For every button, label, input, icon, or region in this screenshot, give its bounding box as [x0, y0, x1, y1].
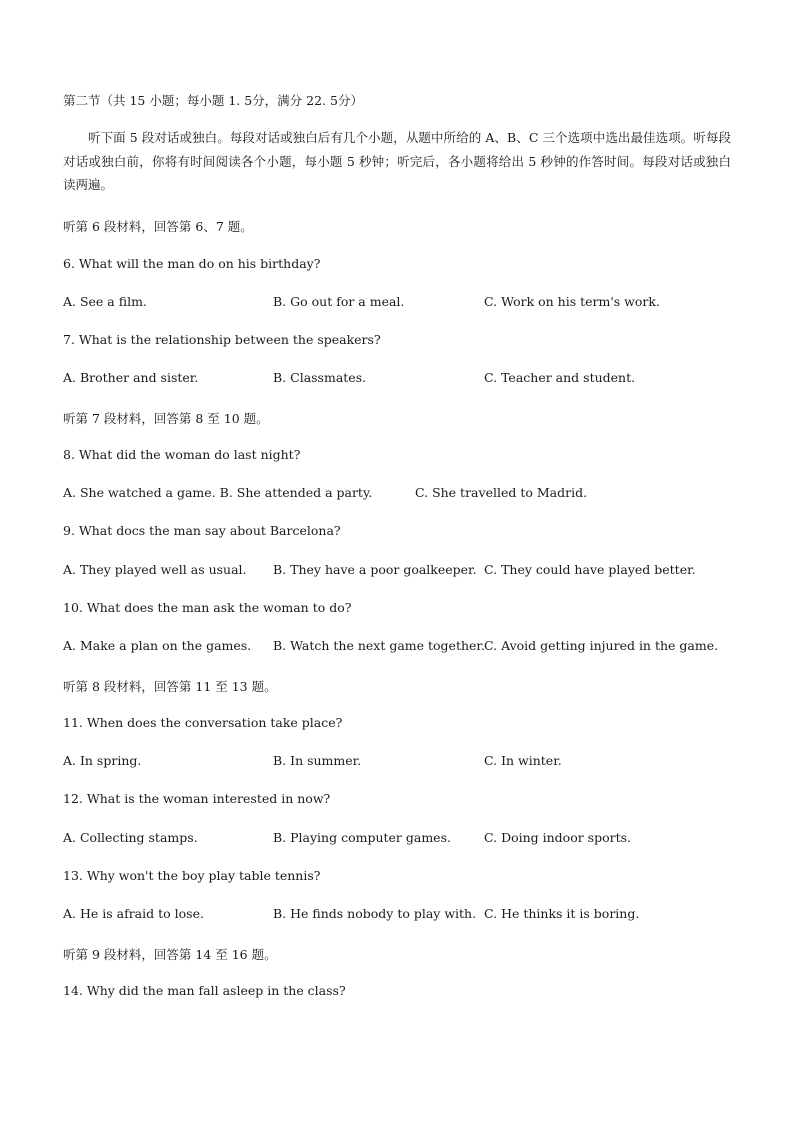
option-c: C. Doing indoor sports.: [484, 830, 632, 845]
question-stem: 8. What did the woman do last night?: [63, 447, 301, 462]
group-heading: 听第 9 段材料，回答第 14 至 16 题。: [63, 947, 277, 962]
instructions-paragraph: 听下面 5 段对话或独白。每段对话或独白后有几个小题，从题中所给的 A、B、C 三个选项中选出最佳选项。听每段对话或独白前，你将有时间阅读各个小题，每小题 5 秒钟；听完后，各小题将给出 5 秒钟的作答时间。每段对话或独白读两遍。: [63, 130, 731, 192]
question-stem: 13. Why won't the boy play table tennis?: [63, 868, 321, 883]
option-b: B. They have a poor goalkeeper.: [273, 562, 477, 577]
option-a: A. He is afraid to lose.: [63, 906, 204, 921]
question-stem: 9. What docs the man say about Barcelona?: [63, 523, 341, 538]
option-a: A. In spring.: [63, 753, 142, 768]
group-heading: 听第 6 段材料，回答第 6、7 题。: [63, 219, 253, 234]
option-c: C. Avoid getting injured in the game.: [484, 638, 719, 653]
option-c: C. Work on his term's work.: [484, 294, 660, 309]
section-header: 第二节（共 15 小题；每小题 1. 5分，满分 22. 5分）: [63, 93, 363, 108]
option-c: C. He thinks it is boring.: [484, 906, 640, 921]
option-b: B. Classmates.: [273, 370, 367, 385]
option-c: C. Teacher and student.: [484, 370, 636, 385]
option-a-b: A. She watched a game. B. She attended a party.: [63, 485, 373, 500]
group-heading: 听第 7 段材料，回答第 8 至 10 题。: [63, 411, 269, 426]
question-stem: 10. What does the man ask the woman to do?: [63, 600, 352, 615]
option-b: B. Playing computer games.: [273, 830, 451, 845]
question-stem: 6. What will the man do on his birthday?: [63, 256, 321, 271]
option-b: B. In summer.: [273, 753, 362, 768]
option-c: C. They could have played better.: [484, 562, 696, 577]
option-c: C. In winter.: [484, 753, 562, 768]
question-stem: 14. Why did the man fall asleep in the class?: [63, 983, 346, 998]
option-c: C. She travelled to Madrid.: [415, 485, 588, 500]
option-a: A. Make a plan on the games.: [63, 638, 252, 653]
option-b: B. Go out for a meal.: [273, 294, 405, 309]
option-a: A. Brother and sister.: [63, 370, 199, 385]
question-stem: 11. When does the conversation take place?: [63, 715, 343, 730]
option-a: A. See a film.: [63, 294, 147, 309]
option-a: A. They played well as usual.: [63, 562, 247, 577]
group-heading: 听第 8 段材料，回答第 11 至 13 题。: [63, 679, 277, 694]
question-stem: 12. What is the woman interested in now?: [63, 791, 331, 806]
question-stem: 7. What is the relationship between the speakers?: [63, 332, 381, 347]
option-a: A. Collecting stamps.: [63, 830, 198, 845]
option-b: B. He finds nobody to play with.: [273, 906, 477, 921]
option-b: B. Watch the next game together.: [273, 638, 486, 653]
